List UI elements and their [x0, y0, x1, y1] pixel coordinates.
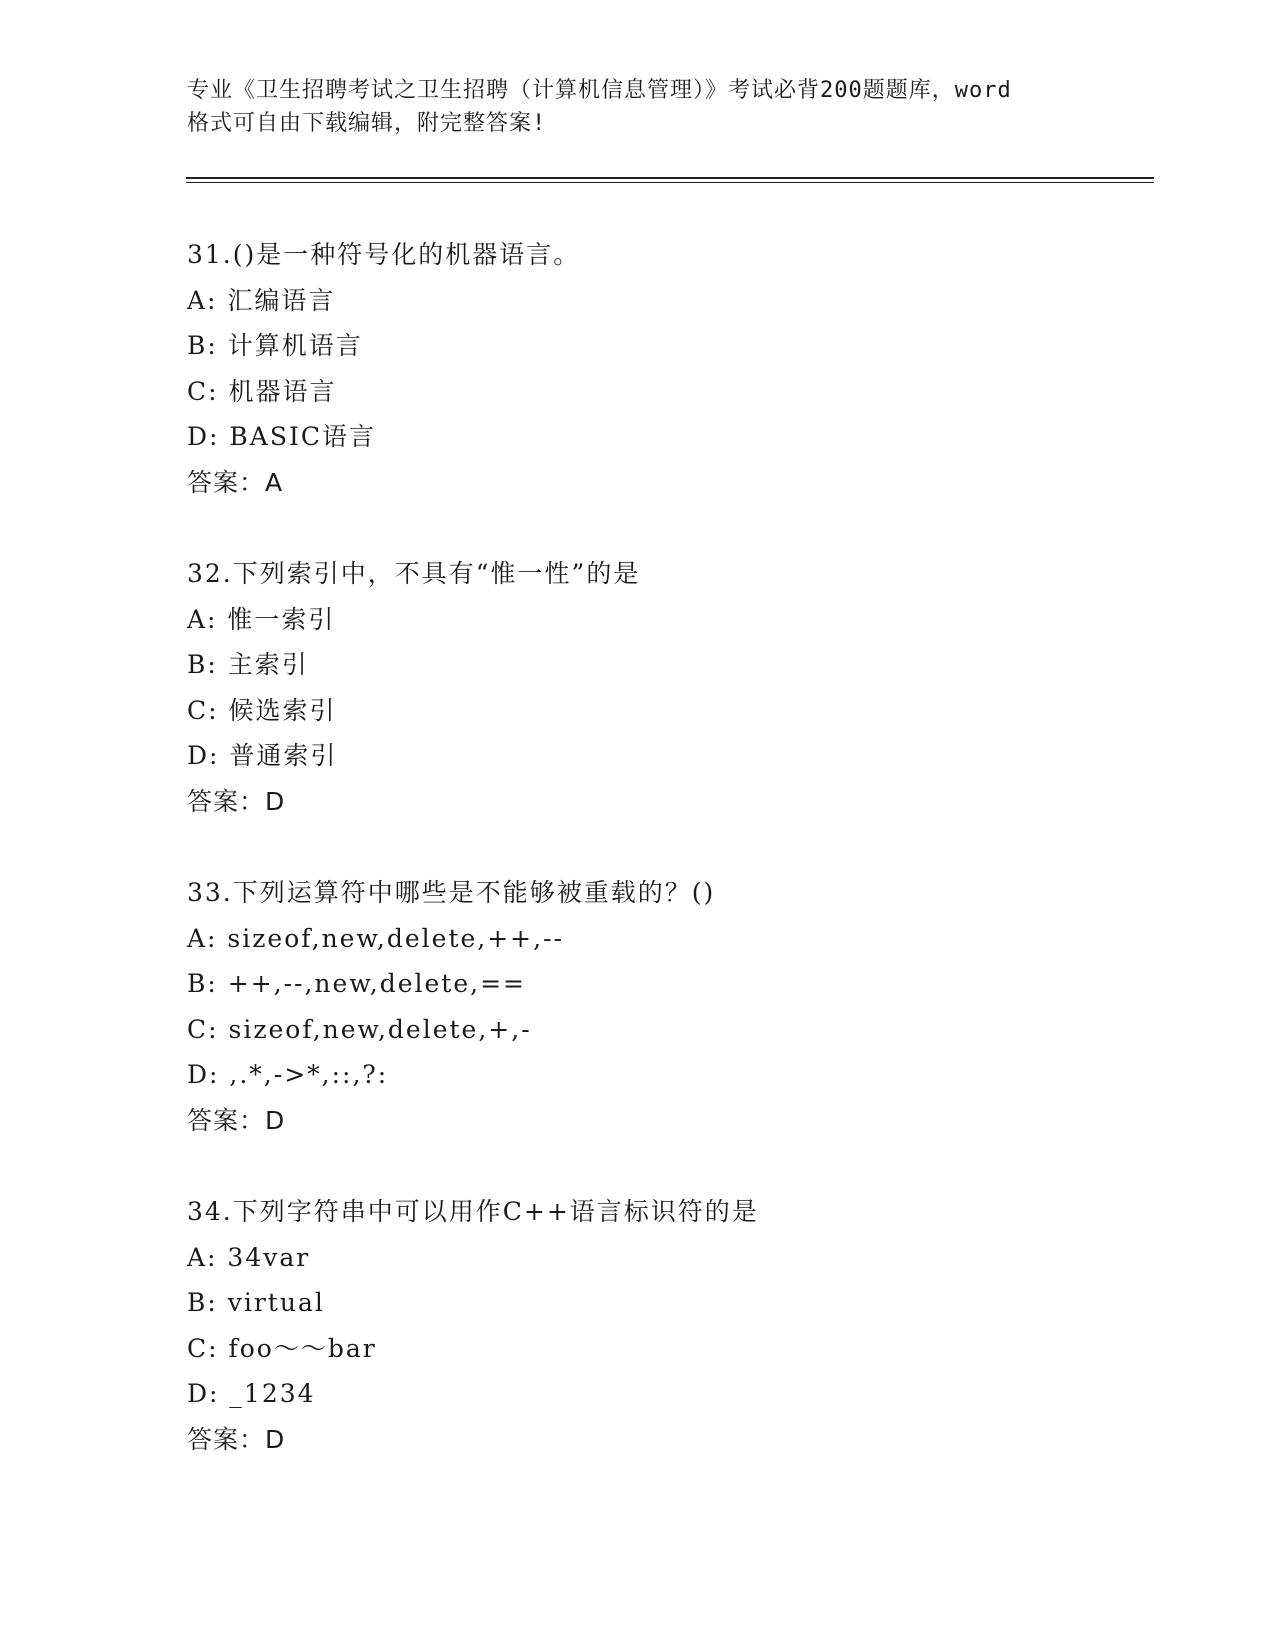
question-34	[187, 1189, 1147, 1508]
question-stem: 31.()是一种符号化的机器语言。	[187, 240, 581, 269]
option-c: C: 候选索引	[187, 695, 337, 725]
header-line-1: 专业《卫生招聘考试之卫生招聘（计算机信息管理）》考试必背200题题库，word	[187, 78, 1012, 103]
question-stem: 33.下列运算符中哪些是不能够被重载的？()	[187, 878, 716, 907]
option-a: A: 34var	[187, 1242, 311, 1272]
header-line-2: 格式可自由下载编辑，附完整答案!	[187, 111, 547, 136]
question-33	[187, 870, 1147, 1189]
header-divider-bottom	[186, 182, 1154, 183]
option-c: C: 机器语言	[187, 376, 337, 406]
answer-key: 答案：D	[187, 1424, 286, 1454]
answer-key: 答案：A	[187, 467, 284, 497]
option-a: A: sizeof,new,delete,++,--	[187, 923, 564, 953]
option-a: A: 惟一索引	[187, 604, 336, 634]
header-divider-top	[186, 177, 1154, 179]
option-a: A: 汇编语言	[187, 285, 336, 315]
question-list	[187, 232, 1147, 1508]
option-b: B: 计算机语言	[187, 331, 363, 360]
option-d: D: ,.*,->*,::,?:	[187, 1060, 389, 1089]
option-d: D: 普通索引	[187, 741, 338, 770]
question-32	[187, 551, 1147, 870]
option-c: C: sizeof,new,delete,+,-	[187, 1014, 532, 1044]
question-stem: 34.下列字符串中可以用作C++语言标识符的是	[187, 1197, 759, 1226]
option-b: B: virtual	[187, 1288, 325, 1317]
answer-key: 答案：D	[187, 1105, 286, 1135]
option-d: D: _1234	[187, 1379, 316, 1408]
option-b: B: ++,--,new,delete,==	[187, 969, 526, 998]
question-31	[187, 232, 1147, 551]
question-stem: 32.下列索引中，不具有“惟一性”的是	[187, 559, 641, 588]
document-header	[187, 74, 1087, 140]
answer-key: 答案：D	[187, 786, 286, 816]
option-c: C: foo～～bar	[187, 1333, 377, 1363]
option-b: B: 主索引	[187, 650, 309, 679]
option-d: D: BASIC语言	[187, 422, 376, 451]
